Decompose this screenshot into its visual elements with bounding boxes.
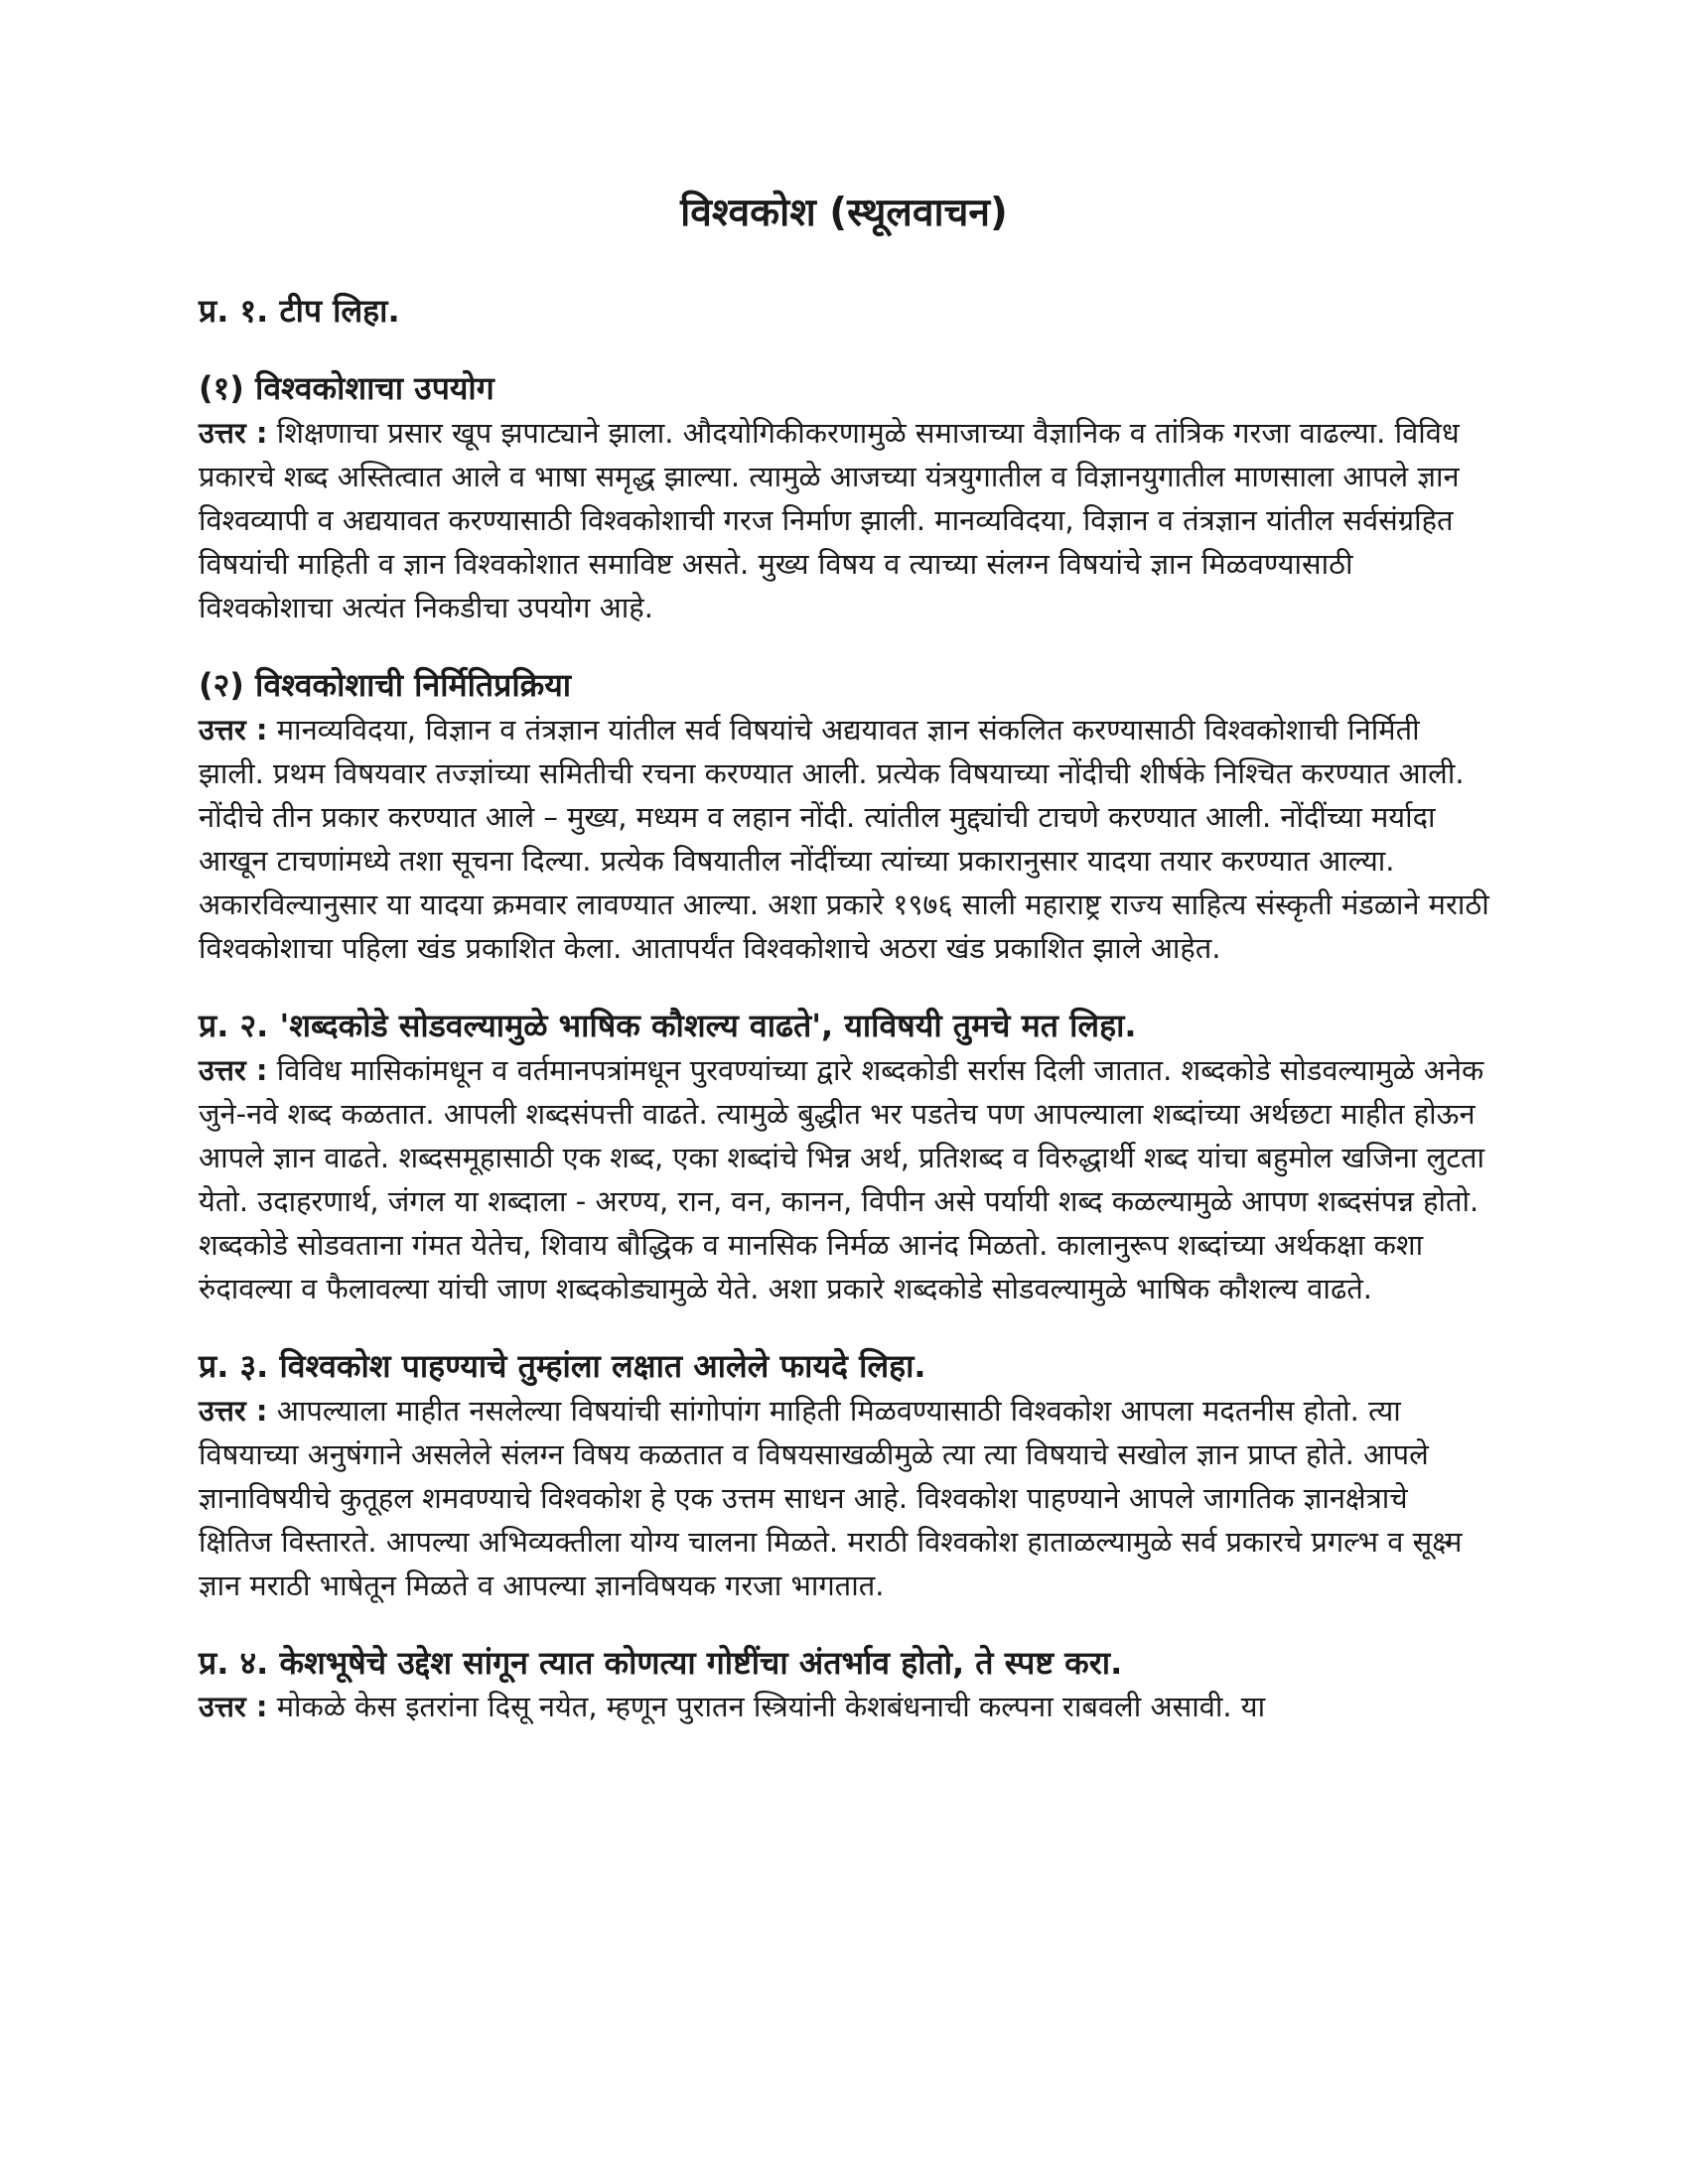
question-1-item-1 — [199, 366, 1489, 629]
answer-paragraph — [199, 1048, 1489, 1310]
document-page — [199, 189, 1489, 1762]
answer-text: शिक्षणाचा प्रसार खूप झपाट्याने झाला. औदयोगिकीकरणामुळे समाजाच्या वैज्ञानिक व तांत्रिक गरजा वाढल्या. विविध प्रकारचे शब्द अस्तित्वात आले व भाषा समृद्ध झाल्या. त्यामुळे आजच्या यंत्रयुगातील व विज्ञानयुगातील माणसाला आपले ज्ञान विश्वव्यापी व अद्ययावत करण्यासाठी विश्वकोशाची गरज निर्माण झाली. मानव्यविदया, विज्ञान व तंत्रज्ञान यांतील सर्वसंग्रहित विषयांची माहिती व ज्ञान विश्वकोशात समाविष्ट असते. मुख्य विषय व त्याच्या संलग्न विषयांचे ज्ञान मिळवण्यासाठी विश्वकोशाचा अत्यंत निकडीचा उपयोग आहे. — [199, 416, 1460, 625]
answer-text: मानव्यविदया, विज्ञान व तंत्रज्ञान यांतील सर्व विषयांचे अद्ययावत ज्ञान संकलित करण्यासाठी विश्वकोशाची निर्मिती झाली. प्रथम विषयवार तज्ज्ञांच्या समितीची रचना करण्यात आली. प्रत्येक विषयाच्या नोंदीची शीर्षके निश्चित करण्यात आली. नोंदीचे तीन प्रकार करण्यात आले – मुख्य, मध्यम व लहान नोंदी. त्यांतील मुद्द्यांची टाचणे करण्यात आली. नोंदींच्या मर्यादा आखून टाचणांमध्ये तशा सूचना दिल्या. प्रत्येक विषयातील नोंदींच्या त्यांच्या प्रकारानुसार यादया तयार करण्यात आल्या. अकारविल्यानुसार या यादया क्रमवार लावण्यात आल्या. अशा प्रकारे १९७६ साली महाराष्ट्र राज्य साहित्य संस्कृती मंडळाने मराठी विश्वकोशाचा पहिला खंड प्रकाशित केला. आतापर्यंत विश्वकोशाचे अठरा खंड प्रकाशित झाले आहेत. — [199, 713, 1489, 966]
answer-label: उत्तर : — [199, 713, 268, 748]
question-2-heading: प्र. २. 'शब्दकोडे सोडवल्यामुळे भाषिक कौशल्य वाढते', याविषयी तुमचे मत लिहा. — [199, 1007, 1137, 1045]
answer-label: उत्तर : — [199, 1393, 268, 1428]
answer-text: विविध मासिकांमधून व वर्तमानपत्रांमधून पुरवण्यांच्या द्वारे शब्दकोडी सर्रास दिली जातात. शब्दकोडे सोडवल्यामुळे अनेक जुने-नवे शब्द कळतात. आपली शब्दसंपत्ती वाढते. त्यामुळे बुद्धीत भर पडतेच पण आपल्याला शब्दांच्या अर्थछटा माहीत होऊन आपले ज्ञान वाढते. शब्दसमूहासाठी एक शब्द, एका शब्दांचे भिन्न अर्थ, प्रतिशब्द व विरुद्धार्थी शब्द यांचा बहुमोल खजिना लुटता येतो. उदाहरणार्थ, जंगल या शब्दाला - अरण्य, रान, वन, कानन, विपीन असे पर्यायी शब्द कळल्यामुळे आपण शब्दसंपन्न होतो. शब्दकोडे सोडवताना गंमत येतेच, शिवाय बौद्धिक व मानसिक निर्मळ आनंद मिळतो. कालानुरूप शब्दांच्या अर्थकक्षा कशा रुंदावल्या व फैलावल्या यांची जाण शब्दकोड्यामुळे येते. अशा प्रकारे शब्दकोडे सोडवल्यामुळे भाषिक कौशल्य वाढते. — [199, 1052, 1484, 1305]
answer-label: उत्तर : — [199, 1690, 268, 1724]
answer-paragraph — [199, 1685, 1489, 1728]
question-1-heading-block — [199, 289, 1489, 334]
subheading-nirmiti-prakriya: (२) विश्वकोशाची निर्मितिप्रक्रिया — [199, 666, 572, 705]
page-title: विश्वकोश (स्थूलवाचन) — [680, 191, 1008, 235]
subheading-vishwakosh-upyog: (१) विश्वकोशाचा उपयोग — [199, 369, 494, 408]
question-2 — [199, 1004, 1489, 1310]
question-4-heading: प्र. ४. केशभूषेचे उद्देश सांगून त्यात कोणत्या गोष्टींचा अंतर्भाव होतो, ते स्पष्ट करा. — [199, 1643, 1123, 1682]
answer-text: मोकळे केस इतरांना दिसू नयेत, म्हणून पुरातन स्त्रियांनी केशबंधनाची कल्पना राबवली असावी. या — [276, 1690, 1266, 1724]
answer-label: उत्तर : — [199, 1052, 268, 1087]
question-1-heading: प्र. १. टीप लिहा. — [199, 291, 400, 330]
answer-label: उत्तर : — [199, 416, 268, 451]
answer-paragraph — [199, 708, 1489, 970]
question-1-item-2 — [199, 663, 1489, 970]
question-3-heading: प्र. ३. विश्वकोश पाहण्याचे तुम्हांला लक्षात आलेले फायदे लिहा. — [199, 1346, 926, 1385]
answer-paragraph — [199, 411, 1489, 629]
question-4 — [199, 1641, 1489, 1729]
answer-text: आपल्याला माहीत नसलेल्या विषयांची सांगोपांग माहिती मिळवण्यासाठी विश्वकोश आपला मदतनीस होतो. त्या विषयाच्या अनुषंगाने असलेले संलग्न विषय कळतात व विषयसाखळीमुळे त्या त्या विषयाचे सखोल ज्ञान प्राप्त होते. आपले ज्ञानाविषयीचे कुतूहल शमवण्याचे विश्वकोश हे एक उत्तम साधन आहे. विश्वकोश पाहण्याने आपले जागतिक ज्ञानक्षेत्राचे क्षितिज विस्तारते. आपल्या अभिव्यक्तीला योग्य चालना मिळते. मराठी विश्वकोश हाताळल्यामुळे सर्व प्रकारचे प्रगल्भ व सूक्ष्म ज्ञान मराठी भाषेतून मिळते व आपल्या ज्ञानविषयक गरजा भागतात. — [199, 1393, 1463, 1602]
answer-paragraph — [199, 1389, 1489, 1607]
question-3 — [199, 1344, 1489, 1607]
